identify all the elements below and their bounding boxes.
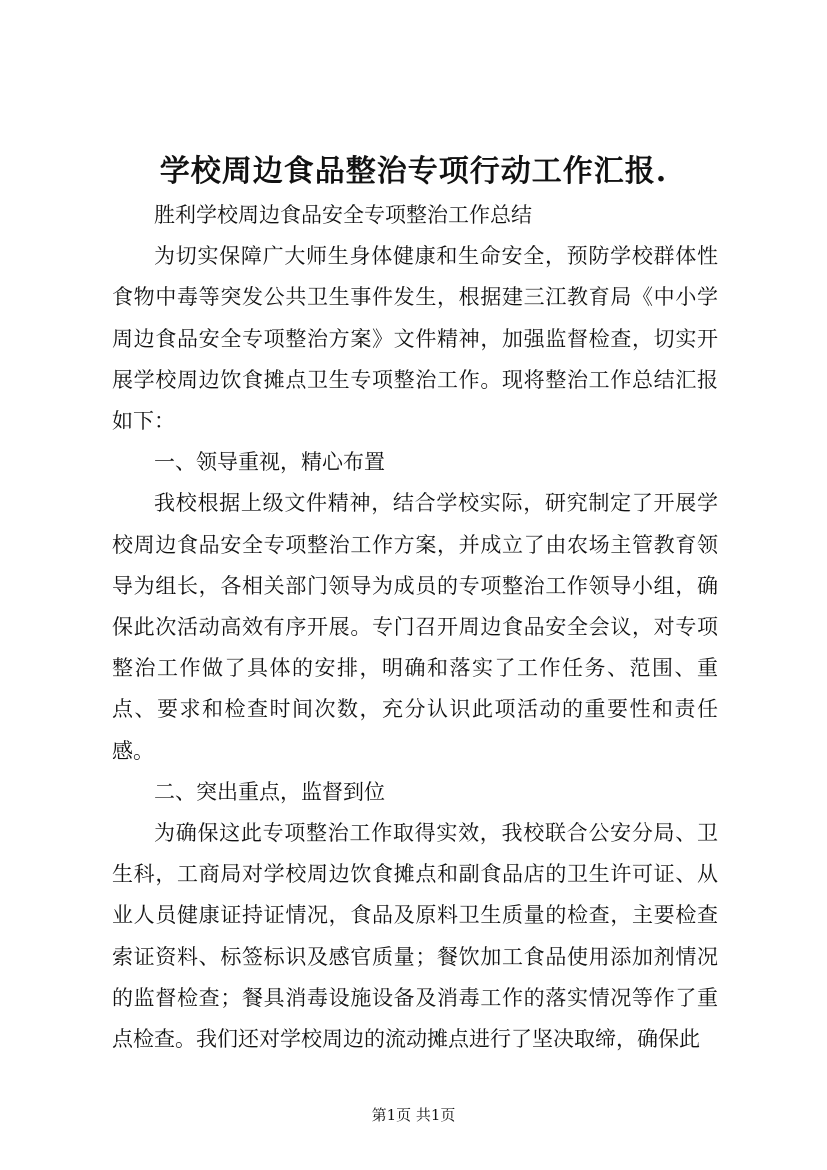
- section-2-heading: 二、突出重点，监督到位: [154, 779, 385, 804]
- section-1-paragraph: 我校根据上级文件精神，结合学校实际，研究制定了开展学校周边食品安全专项整治工作方案，并成立了由农场主管教育领导为组长，各相关部门领导为成员的专项整治工作领导小组，确保此次活动高效有序开展。专门召开周边食品安全会议，对专项整治工作做了具体的安排，明确和落实了工作任务、范围、重点、要求和检查时间次数，充分认识此项活动的重要性和责任感。: [112, 491, 718, 763]
- document-body: [112, 195, 718, 1060]
- section-1-heading: 一、领导重视，精心布置: [154, 450, 385, 475]
- section-2-paragraph: 为确保这此专项整治工作取得实效，我校联合公安分局、卫生科，工商局对学校周边饮食摊点和副食品店的卫生许可证、从业人员健康证持证情况，食品及原料卫生质量的检查，主要检查索证资料、标签标识及感官质量；餐饮加工食品使用添加剂情况的监督检查；餐具消毒设施设备及消毒工作的落实情况等作了重点检查。我们还对学校周边的流动摊点进行了坚决取缔，确保此: [112, 821, 718, 1052]
- document-subtitle: 胜利学校周边食品安全专项整治工作总结: [154, 203, 532, 227]
- page-footer: 第1页 共1页: [371, 1106, 456, 1124]
- document-title: 学校周边食品整治专项行动工作汇报.: [159, 154, 668, 189]
- intro-paragraph: 为切实保障广大师生身体健康和生命安全，预防学校群体性食物中毒等突发公共卫生事件发生，根据建三江教育局《中小学周边食品安全专项整治方案》文件精神，加强监督检查，切实开展学校周边饮食摊点卫生专项整治工作。现将整治工作总结汇报如下：: [112, 244, 718, 434]
